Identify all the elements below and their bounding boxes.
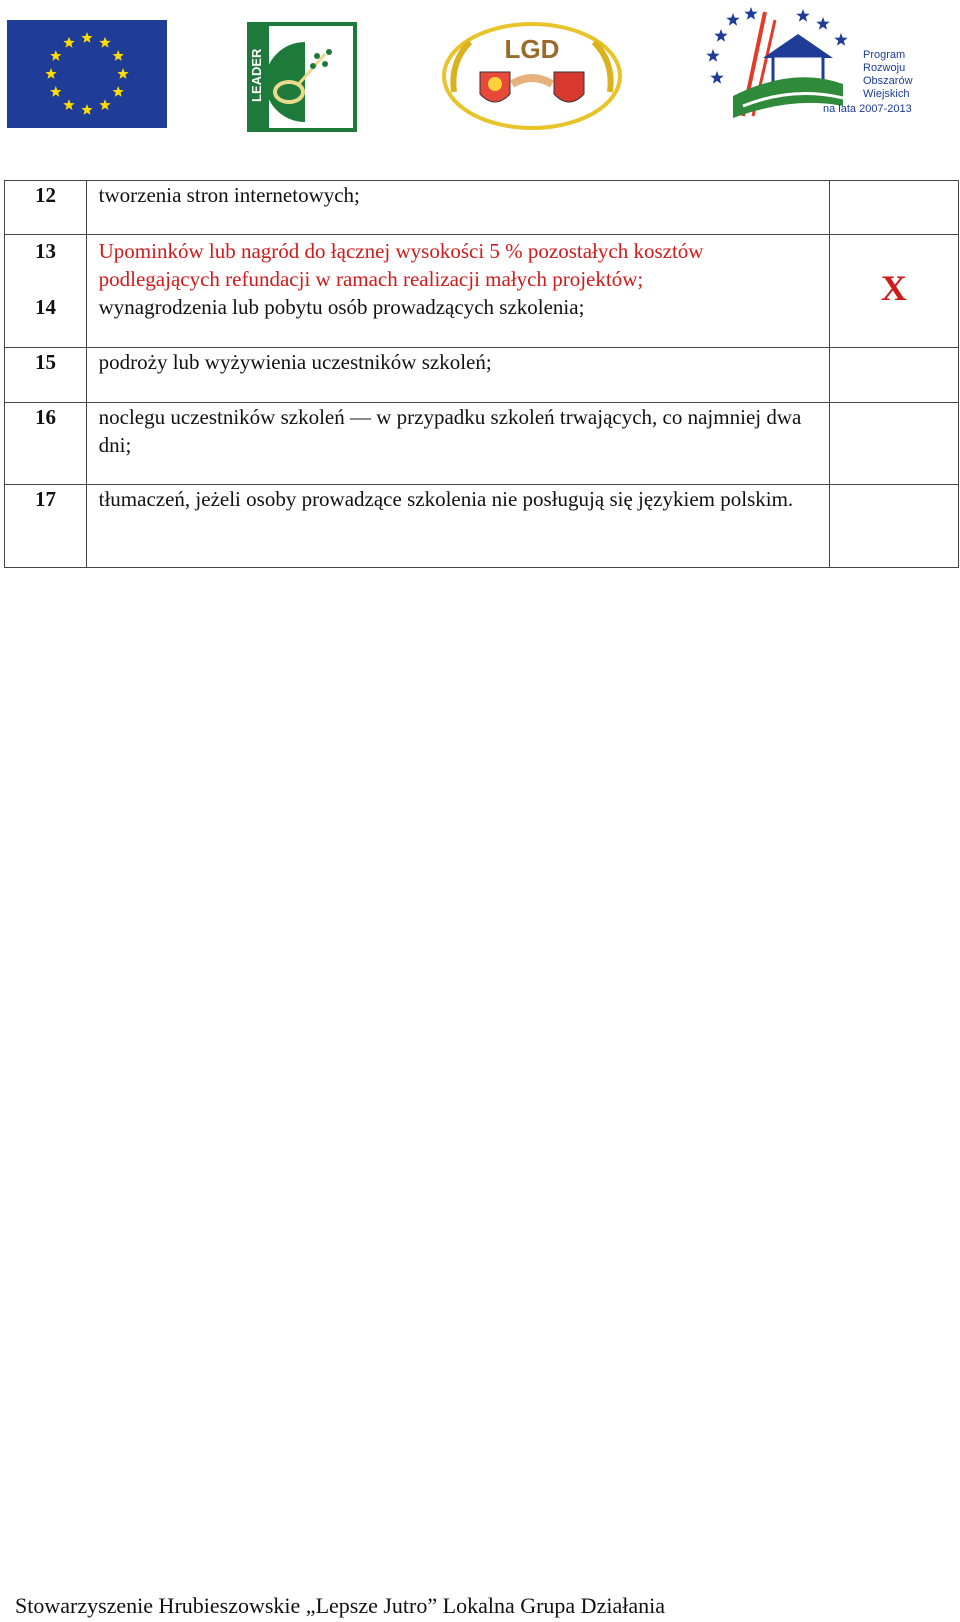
lgd-logo-text: LGD: [504, 34, 560, 64]
prow-star-icon: [726, 13, 739, 26]
row-text: Upominków lub nagród do łącznej wysokości 5 % pozostałych kosztów podlegających refundacji w ramach realizacji małych projektów;: [86, 235, 829, 294]
prow-line-2: Rozwoju: [863, 62, 906, 74]
prow-star-icon: [710, 71, 723, 84]
prow-line-5: na lata 2007-2013: [823, 103, 912, 115]
row-number: 14: [5, 293, 87, 347]
prow-logo: [703, 6, 933, 126]
row-number: 16: [5, 402, 87, 484]
table-row: [5, 181, 959, 235]
cost-items-table: [4, 180, 959, 568]
prow-star-icon: [714, 29, 727, 42]
row-text: tworzenia stron internetowych;: [86, 181, 829, 235]
leader-logo: [247, 22, 357, 132]
prow-star-icon: [816, 17, 829, 30]
footer-text: Stowarzyszenie Hrubieszowskie „Lepsze Jutro” Lokalna Grupa Działania: [15, 1593, 665, 1618]
row-text: wynagrodzenia lub pobytu osób prowadzących szkolenia;: [86, 293, 829, 347]
prow-line-4: Wiejskich: [863, 88, 910, 100]
row-mark-cell: [829, 347, 958, 402]
table-row: [5, 235, 959, 294]
prow-star-icon: [796, 9, 809, 22]
row-mark-cell: [829, 484, 958, 567]
row-number: 17: [5, 484, 87, 567]
row-text: noclegu uczestników szkoleń — w przypadku szkoleń trwających, co najmniej dwa dni;: [86, 402, 829, 484]
table-row: [5, 402, 959, 484]
prow-line-1: Program: [863, 49, 906, 61]
prow-star-icon: [744, 7, 757, 20]
row-text: podroży lub wyżywienia uczestników szkoleń;: [86, 347, 829, 402]
prow-star-icon: [834, 33, 847, 46]
leader-logo-text: LEADER: [249, 48, 264, 102]
prow-line-3: Obszarów: [863, 75, 913, 87]
table-row: [5, 484, 959, 567]
table-row: [5, 293, 959, 347]
row-mark-cell: [829, 402, 958, 484]
table-row: [5, 347, 959, 402]
row-number: 15: [5, 347, 87, 402]
row-mark-cell: [829, 235, 958, 348]
row-text: tłumaczeń, jeżeli osoby prowadzące szkolenia nie posługują się językiem polskim.: [86, 484, 829, 567]
lgd-logo: [440, 22, 624, 130]
selected-mark: X: [880, 268, 907, 309]
header-logos: [0, 0, 960, 150]
eu-flag-logo: [7, 20, 167, 128]
row-number: 12: [5, 181, 87, 235]
row-mark-cell: [829, 181, 958, 235]
row-number: 13: [5, 235, 87, 294]
prow-star-icon: [706, 49, 719, 62]
